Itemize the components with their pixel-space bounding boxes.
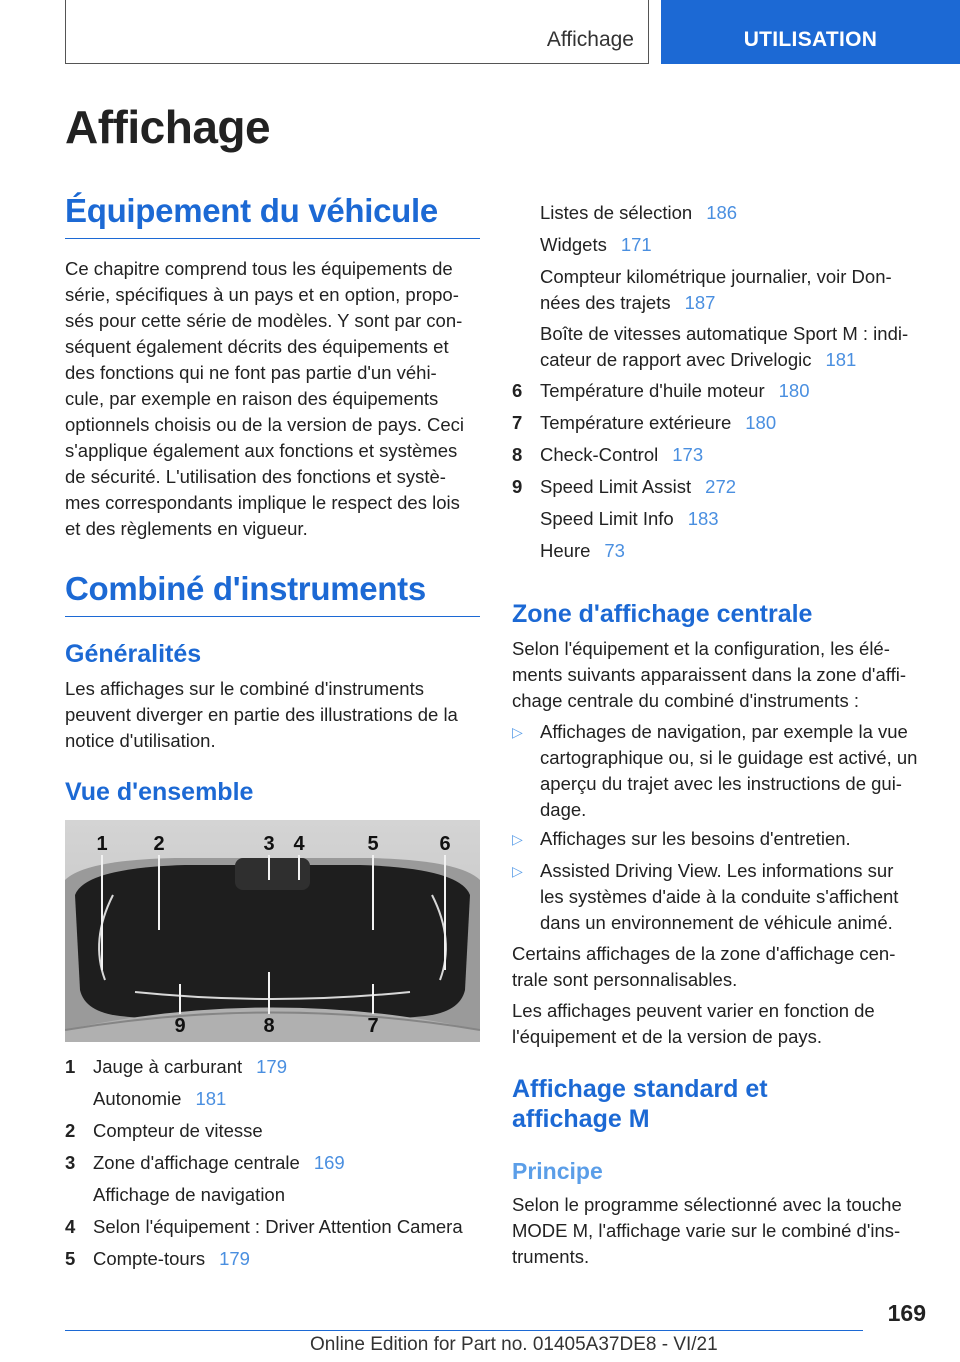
callout-label: 9 <box>174 1015 186 1037</box>
text-line: aperçu du trajet avec les instructions de gui- <box>540 773 902 794</box>
footer-divider <box>65 1330 863 1331</box>
header-section-title: Affichage <box>546 28 634 51</box>
callout-label: 2 <box>153 833 165 855</box>
text-line: Selon le programme sélectionné avec la touche <box>512 1194 902 1215</box>
text-line: trale sont personnalisables. <box>512 969 738 990</box>
page-ref-link[interactable]: 272 <box>705 476 737 497</box>
page-ref-link[interactable]: 179 <box>256 1056 288 1077</box>
text-line: mes correspondants implique le respect des lois <box>65 492 460 513</box>
legend-number: 1 <box>65 1056 76 1077</box>
legend-text: Compteur de vitesse <box>93 1120 263 1141</box>
legend-text: Speed Limit Assist <box>540 476 692 497</box>
legend-text: Widgets <box>540 234 607 255</box>
text-line: Les affichages sur le combiné d'instruments <box>65 678 424 699</box>
equipement-paragraph <box>65 256 485 542</box>
header-section-box <box>65 0 649 64</box>
legend-number: 8 <box>512 444 523 465</box>
text-line: cule, par exemple en raison des équipements <box>65 388 439 409</box>
legend-text: Autonomie <box>93 1088 182 1109</box>
page-ref-link[interactable]: 186 <box>706 202 738 223</box>
legend-text: Température d'huile moteur <box>540 380 765 401</box>
legend-text: Heure <box>540 540 591 561</box>
callout-label: 3 <box>263 833 275 855</box>
page-ref-link[interactable]: 181 <box>825 349 857 370</box>
legend-text: Boîte de vitesses automatique Sport M : indi- <box>540 323 909 344</box>
legend-text: Zone d'affichage centrale <box>93 1152 300 1173</box>
legend-text: Selon l'équipement : Driver Attention Camera <box>93 1216 463 1237</box>
text-line: et des règlements en vigueur. <box>65 518 308 539</box>
heading-affichage-standard <box>512 1074 768 1134</box>
footer-edition: Online Edition for Part no. 01405A37DE8 - VI/21 <box>310 1334 718 1355</box>
callout-label: 8 <box>263 1015 275 1037</box>
callout-label: 1 <box>96 833 108 855</box>
text-line: optionnels choisis ou de la version de pays. Ceci <box>65 414 465 435</box>
zone-paragraph <box>512 941 932 993</box>
zone-intro-paragraph <box>512 636 932 714</box>
legend-text: Température extérieure <box>540 412 732 433</box>
legend-text: Compteur kilométrique journalier, voir Don- <box>540 266 892 287</box>
text-line: ments suivants apparaissent dans la zone d'affi- <box>512 664 906 685</box>
text-line: séquent également décrits des équipements et <box>65 336 449 357</box>
text-line: sés pour cette série de modèles. Y sont par con- <box>65 310 463 331</box>
heading-zone-centrale: Zone d'affichage centrale <box>512 600 813 628</box>
heading-vue-ensemble: Vue d'ensemble <box>65 778 254 806</box>
triangle-right-outline-icon: ▷ <box>512 831 523 847</box>
legend-text: Speed Limit Info <box>540 508 674 529</box>
legend-number: 9 <box>512 476 523 497</box>
heading-line: Affichage standard et <box>512 1075 768 1103</box>
header-chapter-label: UTILISATION <box>743 28 878 51</box>
legend-text: Compte-tours <box>93 1248 206 1269</box>
text-line: s'applique également aux fonctions et systèmes <box>65 440 458 461</box>
text-line: Les affichages peuvent varier en fonction de <box>512 1000 875 1021</box>
text-line: truments. <box>512 1246 590 1267</box>
legend-number: 6 <box>512 380 523 401</box>
callout-label: 6 <box>439 833 451 855</box>
text-line: Ce chapitre comprend tous les équipements de <box>65 258 453 279</box>
principe-paragraph <box>512 1192 932 1270</box>
zone-paragraph <box>512 998 932 1050</box>
page-ref-link[interactable]: 73 <box>604 540 625 561</box>
legend-number: 4 <box>65 1216 76 1237</box>
page-title: Affichage <box>65 101 271 153</box>
header-chapter-tab[interactable] <box>661 0 960 64</box>
callout-label: 5 <box>367 833 379 855</box>
text-line: des fonctions qui ne font pas partie d'un véhi- <box>65 362 437 383</box>
page-ref-link[interactable]: 179 <box>219 1248 250 1269</box>
text-line: peuvent diverger en partie des illustrations de la <box>65 704 458 725</box>
callout-label: 4 <box>293 833 305 855</box>
legend-number: 5 <box>65 1248 76 1269</box>
heading-equipement: Équipement du véhicule <box>65 192 480 239</box>
legend-text: Listes de sélection <box>540 202 693 223</box>
page-ref-link[interactable]: 181 <box>195 1088 227 1109</box>
legend-text: Jauge à carburant <box>93 1056 243 1077</box>
legend-text: Affichage de navigation <box>93 1184 286 1205</box>
generalites-paragraph <box>65 676 485 754</box>
text-line: l'équipement et de la version de pays. <box>512 1026 823 1047</box>
page-ref-link[interactable]: 173 <box>672 444 704 465</box>
heading-combine: Combiné d'instruments <box>65 570 480 617</box>
text-line: chage centrale du combiné d'instruments : <box>512 690 860 711</box>
text-line: les systèmes d'aide à la conduite s'affichent <box>540 886 899 907</box>
text-line: Affichages sur les besoins d'entretien. <box>540 828 851 849</box>
triangle-right-outline-icon: ▷ <box>512 724 523 740</box>
instrument-cluster-illustration <box>65 820 480 1042</box>
text-line: de sécurité. L'utilisation des fonctions et systè- <box>65 466 446 487</box>
text-line: cartographique ou, si le guidage est activé, un <box>540 747 918 768</box>
text-line: Affichages de navigation, par exemple la vue <box>540 721 908 742</box>
triangle-right-outline-icon: ▷ <box>512 863 523 879</box>
page-ref-link[interactable]: 187 <box>684 292 716 313</box>
page-ref-link[interactable]: 180 <box>745 412 777 433</box>
text-line: dage. <box>540 799 587 820</box>
page-ref-link[interactable]: 169 <box>313 1152 345 1173</box>
text-line: série, spécifiques à un pays et en option, propo- <box>65 284 459 305</box>
heading-principe: Principe <box>512 1158 603 1184</box>
page-number: 169 <box>887 1300 926 1326</box>
legend-text: Check-Control <box>540 444 659 465</box>
legend-text: nées des trajets <box>540 292 671 313</box>
text-line: Assisted Driving View. Les informations sur <box>540 860 894 881</box>
text-line: notice d'utilisation. <box>65 730 216 751</box>
text-line: Certains affichages de la zone d'affichage cen- <box>512 943 896 964</box>
text-line: Selon l'équipement et la configuration, les élé- <box>512 638 890 659</box>
legend-number: 2 <box>65 1120 76 1141</box>
text-line: MODE M, l'affichage varie sur le combiné d'ins- <box>512 1220 901 1241</box>
callout-label: 7 <box>367 1015 379 1037</box>
page-ref-link[interactable]: 180 <box>778 380 810 401</box>
page-ref-link[interactable]: 171 <box>620 234 652 255</box>
heading-line: affichage M <box>512 1105 650 1133</box>
heading-generalites: Généralités <box>65 640 202 668</box>
legend-number: 7 <box>512 412 523 433</box>
text-line: dans un environnement de véhicule animé. <box>540 912 893 933</box>
legend-text: cateur de rapport avec Drivelogic <box>540 349 812 370</box>
page-ref-link[interactable]: 183 <box>687 508 719 529</box>
legend-number: 3 <box>65 1152 76 1173</box>
